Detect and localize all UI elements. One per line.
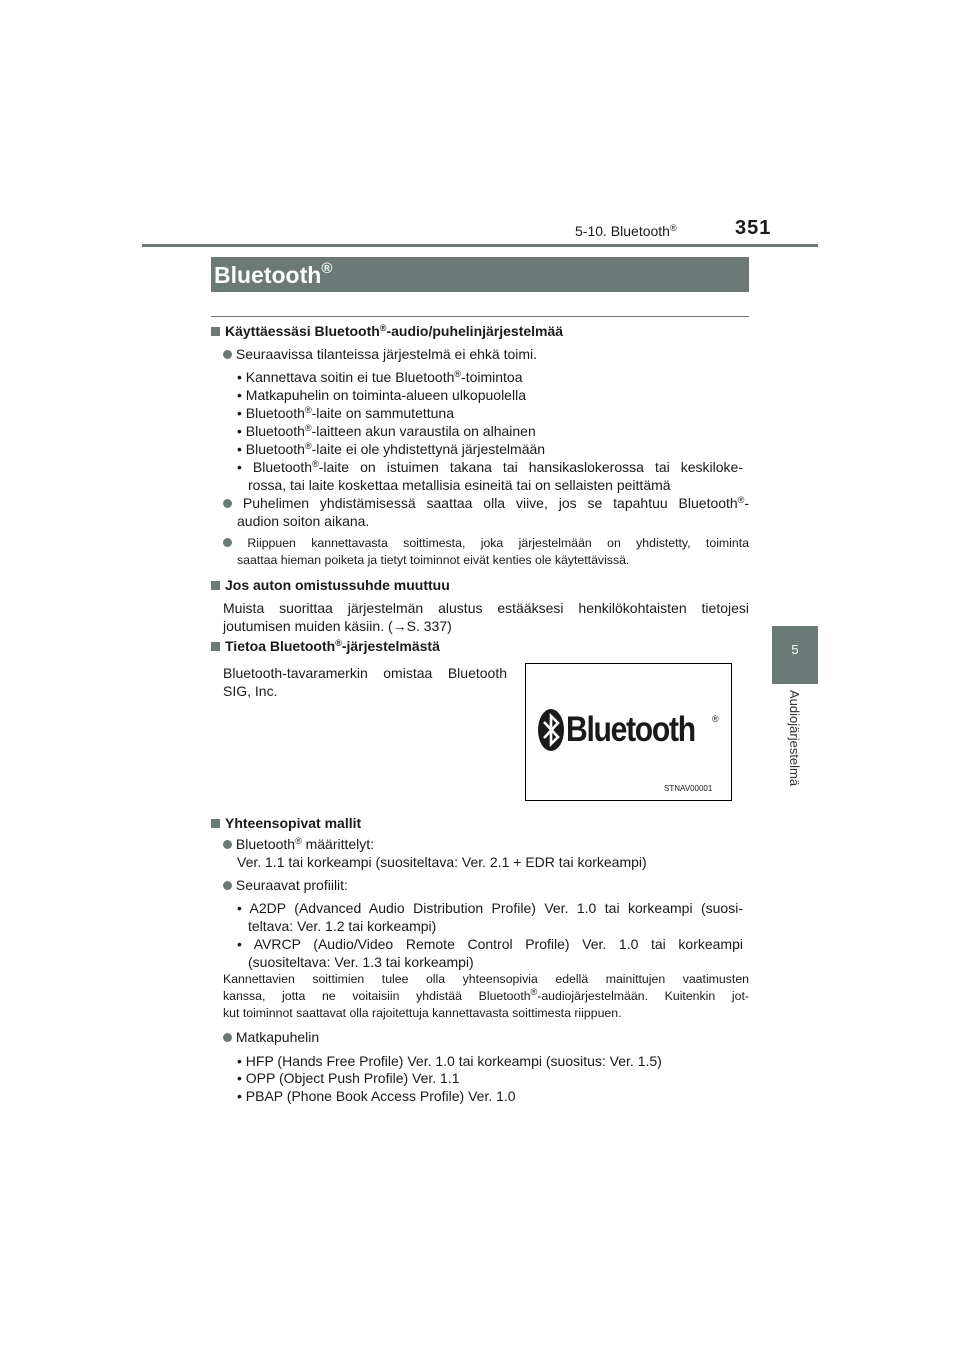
- list-item: • OPP (Object Push Profile) Ver. 1.1: [237, 1070, 460, 1086]
- bullet-not-work: Seuraavissa tilanteissa järjestelmä ei ehkä toimi.: [223, 345, 537, 363]
- trademark-text: Bluetooth-tavaramerkin omistaa Bluetooth: [223, 665, 507, 681]
- bullet-variation-cont: saattaa hieman poiketa ja tietyt toiminnot eivät kenties ole käytettävissä.: [237, 553, 630, 567]
- list-item: • HFP (Hands Free Profile) Ver. 1.0 tai korkeampi (suositus: Ver. 1.5): [237, 1053, 662, 1069]
- note-text: kanssa, jotta ne voitaisiin yhdistää Bluetooth®-audiojärjestelmään. Kuitenkin jot-: [223, 987, 750, 1003]
- square-bullet-icon: [211, 819, 220, 828]
- bullet-delay: Puhelimen yhdistämisessä saattaa olla viive, jos se tapahtuu Bluetooth®-: [223, 494, 749, 512]
- chapter-tab: 5: [772, 626, 818, 684]
- heading-compatible-models: Yhteensopivat mallit: [211, 815, 361, 831]
- figure-code: STNAV00001: [664, 784, 713, 793]
- list-item: • AVRCP (Audio/Video Remote Control Profile) Ver. 1.0 tai korkeampi: [237, 936, 743, 952]
- square-bullet-icon: [211, 327, 220, 336]
- title-rule: [211, 316, 749, 317]
- header-rule: [142, 244, 818, 247]
- list-item: • Matkapuhelin on toiminta-alueen ulkopuolella: [237, 387, 526, 403]
- list-item: • Bluetooth®-laite on istuimen takana tai hansikaslokerossa tai keskiloke-: [237, 459, 743, 475]
- page-number: 351: [735, 217, 772, 239]
- trademark-text: SIG, Inc.: [223, 683, 278, 699]
- round-bullet-icon: [223, 350, 232, 359]
- bluetooth-wordmark: Bluetooth: [566, 710, 695, 749]
- paragraph: joutumisen muiden käsiin. (→S. 337): [223, 618, 452, 634]
- round-bullet-icon: [223, 1033, 232, 1042]
- paragraph: Muista suorittaa järjestelmän alustus estääksesi henkilökohtaisten tietojesi: [223, 600, 749, 616]
- round-bullet-icon: [223, 538, 232, 547]
- bullet-phone: Matkapuhelin: [223, 1028, 319, 1046]
- bluetooth-rune-icon: [537, 708, 565, 752]
- list-item: • Bluetooth®-laite ei ole yhdistettynä järjestelmään: [237, 441, 546, 457]
- square-bullet-icon: [211, 642, 220, 651]
- list-item-continuation: teltava: Ver. 1.2 tai korkeampi): [248, 918, 437, 934]
- note-text: kut toiminnot saattavat olla rajoitettuja kannettavasta soittimesta riippuen.: [223, 1006, 622, 1020]
- chapter-label: Audiojärjestelmä: [787, 690, 802, 787]
- list-item-continuation: (suositeltava: Ver. 1.3 tai korkeampi): [248, 954, 474, 970]
- bullet-spec-cont: Ver. 1.1 tai korkeampi (suositeltava: Ver. 2.1 + EDR tai korkeampi): [237, 854, 647, 870]
- note-text: Kannettavien soittimien tulee olla yhteensopivia edellä mainittujen vaatimusten: [223, 972, 749, 986]
- list-item: • Kannettava soitin ei tue Bluetooth®-toimintoa: [237, 369, 523, 385]
- bullet-variation: Riippuen kannettavasta soittimesta, joka järjestelmään on yhdistetty, toiminta: [223, 535, 749, 552]
- bluetooth-logo-figure: [525, 663, 732, 801]
- arrow-right-icon: →: [392, 618, 407, 634]
- section-header: 5-10. Bluetooth®: [575, 223, 677, 239]
- round-bullet-icon: [223, 840, 232, 849]
- page-title: Bluetooth®: [211, 257, 749, 292]
- round-bullet-icon: [223, 499, 232, 508]
- list-item: • Bluetooth®-laite on sammutettuna: [237, 405, 454, 421]
- bullet-delay-cont: audion soiton aikana.: [237, 513, 370, 529]
- heading-about-bluetooth: Tietoa Bluetooth®-järjestelmästä: [211, 638, 440, 654]
- list-item: • PBAP (Phone Book Access Profile) Ver. 1.0: [237, 1088, 516, 1104]
- list-item-continuation: rossa, tai laite koskettaa metallisia esineitä tai on sellaisten peittämä: [248, 477, 671, 493]
- wordmark-reg: ®: [712, 714, 719, 724]
- heading-ownership: Jos auton omistussuhde muuttuu: [211, 577, 450, 593]
- heading-using-bluetooth: Käyttäessäsi Bluetooth®-audio/puhelinjärjestelmää: [211, 323, 563, 339]
- bullet-spec: Bluetooth® määrittelyt:: [223, 835, 374, 853]
- bullet-profiles: Seuraavat profiilit:: [223, 876, 348, 894]
- list-item: • A2DP (Advanced Audio Distribution Profile) Ver. 1.0 tai korkeampi (suosi-: [237, 900, 743, 916]
- list-item: • Bluetooth®-laitteen akun varaustila on alhainen: [237, 423, 536, 439]
- round-bullet-icon: [223, 881, 232, 890]
- square-bullet-icon: [211, 581, 220, 590]
